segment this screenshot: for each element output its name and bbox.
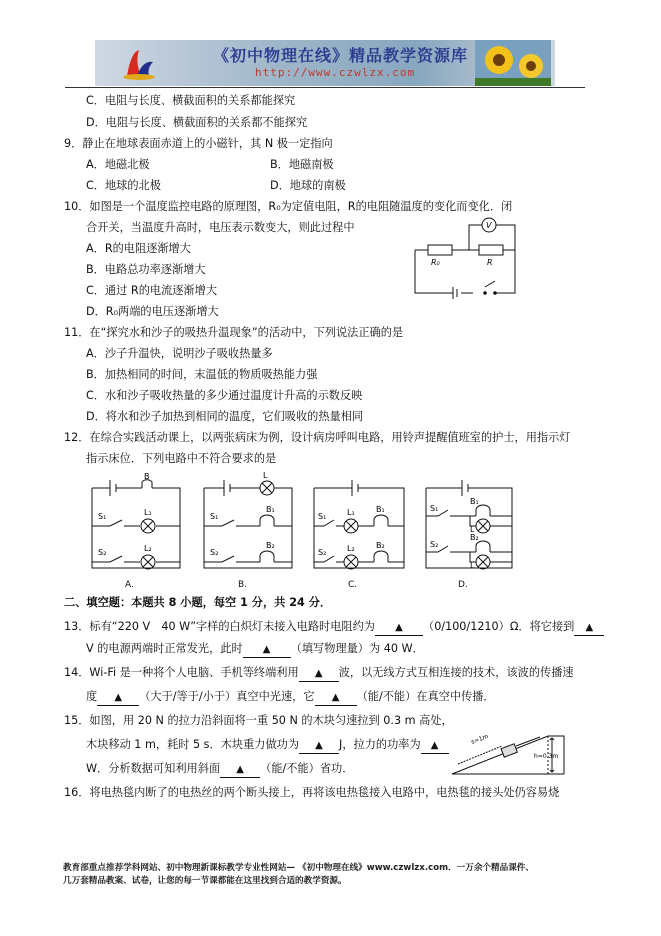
circuit-a (82, 470, 184, 582)
circuit-b (194, 470, 296, 582)
blank-triangle-icon: ▲ (395, 622, 403, 633)
q9-option-b: B．地磁南极 (270, 158, 334, 171)
header-url[interactable]: http://www.czwlzx.com (255, 66, 416, 79)
q11-option-c: C．水和沙子吸收热量的多少通过温度计升高的示数反映 (86, 389, 363, 402)
circuit-a-l2: L₂ (144, 544, 152, 553)
circuit-c-b2: B₂ (376, 541, 385, 550)
circuit-c (304, 470, 408, 582)
q13-blank-1[interactable] (375, 620, 423, 636)
circuit-a-s1: S₁ (98, 512, 107, 521)
q13-text-2: （0/100/1210）Ω．将它接到 (423, 620, 575, 633)
q13-line1 (64, 620, 604, 636)
circuit-d-l-upper: L (470, 525, 475, 534)
q10-stem-line1: 10．如图是一个温度监控电路的原理图，R₀为定值电阻，R的电阻随温度的变化而变化．闭 (64, 200, 513, 213)
footer-line-2: 几万套精品教案、试卷，让您的每一节课都能在这里找到合适的教学资源。 (63, 876, 347, 886)
q14-text-4: （大于/等于/小于）真空中光速，它 (139, 690, 315, 703)
circuit-d-l-lower: L (470, 561, 475, 570)
section2-title: 二、填空题：本题共 8 小题，每空 1 分，共 24 分． (64, 596, 332, 609)
q14-text-3: 度 (86, 690, 98, 703)
header-banner (95, 40, 555, 86)
q15-incline-diagram (448, 728, 570, 778)
q14-text-1: 14．Wi-Fi 是一种将个人电脑、手机等终端利用 (64, 666, 299, 679)
q15-line3 (86, 762, 353, 778)
q13-line2 (86, 642, 424, 658)
circuit-b-s2: S₂ (210, 548, 219, 557)
q15-text-2: 木块移动 1 m，耗时 5 s．木块重力做功为 (86, 738, 300, 751)
q15-text-3: J，拉力的功率为 (339, 738, 421, 751)
q12-stem-line1: 12．在综合实践活动课上，以两张病床为例，设计病房呼叫电路，用铃声提醒值班室的护士，用指示灯 (64, 431, 571, 444)
wooden-block (501, 744, 517, 757)
circuit-c-l2: L₂ (347, 544, 355, 553)
q14-line1 (64, 666, 574, 682)
q15-blank-2[interactable] (421, 738, 449, 754)
blank-triangle-icon: ▲ (585, 622, 594, 633)
blank-triangle-icon: ▲ (314, 668, 323, 679)
voltmeter-label: V (486, 221, 492, 230)
q9-option-d: D．地球的南极 (270, 179, 346, 192)
circuit-a-l1: L₁ (144, 508, 152, 517)
site-logo-icon (121, 46, 157, 82)
circuit-b-lamp-label: L (263, 471, 268, 480)
q13-blank-3[interactable] (243, 642, 291, 658)
circuit-a-label: A. (125, 580, 134, 590)
blank-triangle-icon: ▲ (262, 644, 271, 655)
circuit-c-s1: S₁ (318, 512, 327, 521)
q15-text-4: W．分析数据可知利用斜面 (86, 762, 221, 775)
q10-option-b: B．电路总功率逐渐增大 (86, 263, 206, 276)
r-resistor (479, 245, 503, 255)
circuit-d-b1: B₁ (470, 497, 479, 506)
q10-option-a: A．R的电阻逐渐增大 (86, 242, 191, 255)
q13-text-3: V 的电源两端时正常发光，此时 (86, 642, 243, 655)
r0-resistor (428, 245, 452, 255)
sunflower-image (475, 40, 551, 86)
q12-stem-line2: 指示床位．下列电路中不符合要求的是 (86, 452, 277, 465)
q15-blank-3[interactable] (220, 762, 260, 778)
q15-blank-1[interactable] (299, 738, 339, 754)
circuit-d-label: D. (458, 580, 468, 590)
q14-blank-3[interactable] (315, 690, 357, 706)
q13-text-1: 13．标有“220 V 40 W”字样的白炽灯未接入电路时电阻约为 (64, 620, 375, 633)
circuit-d-s1: S₁ (430, 504, 439, 513)
incline-height-label: h=0.3m (534, 753, 559, 760)
r0-label: R₀ (431, 258, 440, 267)
q14-line2 (86, 690, 495, 706)
q14-blank-1[interactable] (299, 666, 339, 682)
r-label: R (487, 258, 493, 267)
blank-triangle-icon: ▲ (236, 764, 244, 775)
q9-option-c: C．地球的北极 (86, 179, 161, 192)
circuit-b-s1: S₁ (210, 512, 219, 521)
circuit-a-s2: S₂ (98, 548, 107, 557)
page-footer (63, 862, 603, 888)
q9-option-a: A．地磁北极 (86, 158, 150, 171)
circuit-d-b2: B₂ (470, 533, 479, 542)
circuit-d (416, 470, 520, 582)
blank-triangle-icon: ▲ (430, 740, 439, 751)
q15-line1: 15．如图，用 20 N 的拉力沿斜面将一重 50 N 的木块匀速拉到 0.3 m 高处， (64, 714, 453, 727)
q11-stem: 11．在“探究水和沙子的吸热升温现象”的活动中，下列说法正确的是 (64, 326, 404, 339)
circuit-c-label: C. (348, 580, 358, 590)
q10-option-c: C．通过 R的电流逐渐增大 (86, 284, 218, 297)
q14-text-5: （能/不能）在真空中传播． (356, 690, 495, 703)
q14-text-2: 波，以无线方式互相连接的技术，该波的传播速 (338, 666, 574, 679)
q11-option-b: B．加热相同的时间，末温低的物质吸热能力强 (86, 368, 318, 381)
q15-text-5: （能/不能）省功． (260, 762, 354, 775)
circuit-d-s2: S₂ (430, 540, 439, 549)
q13-text-4: （填写物理量）为 40 W． (290, 642, 424, 655)
q8-option-c: C．电阻与长度、横截面积的关系都能探究 (86, 94, 296, 107)
q15-line2 (86, 738, 449, 754)
circuit-b-b2: B₂ (266, 541, 275, 550)
q8-option-d: D．电阻与长度、横截面积的关系都不能探究 (86, 116, 308, 129)
q10-stem-line2: 合开关，当温度升高时，电压表示数变大，则此过程中 (86, 221, 355, 234)
header-title: 《初中物理在线》精品教学资源库 (213, 46, 469, 65)
circuit-c-b1: B₁ (376, 505, 385, 514)
circuit-a-bell-label: B (144, 472, 150, 481)
circuit-c-s2: S₂ (318, 548, 327, 557)
circuit-b-b1: B₁ (266, 505, 275, 514)
q10-option-d: D．R₀两端的电压逐渐增大 (86, 305, 219, 318)
q9-stem: 9．静止在地球表面赤道上的小磁针，其 N 极一定指向 (64, 137, 333, 150)
header-rule (65, 87, 585, 88)
q13-blank-2[interactable] (574, 620, 604, 636)
incline-length-label: s=1m (470, 732, 490, 746)
q10-circuit-diagram (405, 215, 525, 303)
footer-line-1: 教育部重点推荐学科网站、初中物理新课标教学专业性网站— 《初中物理在线》www.czwlzx.com．一万余个精品课件、 (63, 863, 534, 873)
circuit-b-label: B. (238, 580, 248, 590)
blank-triangle-icon: ▲ (331, 692, 340, 703)
blank-triangle-icon: ▲ (315, 740, 323, 751)
q11-option-d: D．将水和沙子加热到相同的温度，它们吸收的热量相同 (86, 410, 364, 423)
blank-triangle-icon: ▲ (114, 692, 123, 703)
circuit-c-l1: L₁ (347, 508, 355, 517)
q16-stem: 16．将电热毯内断了的电热丝的两个断头接上，再将该电热毯接入电路中，电热毯的接头处仍容易烧 (64, 786, 560, 799)
q11-option-a: A．沙子升温快，说明沙子吸收热量多 (86, 347, 273, 360)
q14-blank-2[interactable] (97, 690, 139, 706)
